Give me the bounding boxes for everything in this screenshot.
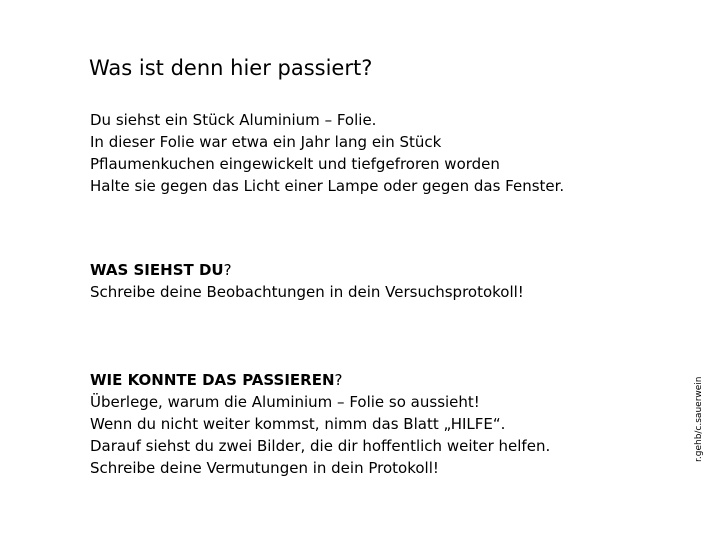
intro-line: Du siehst ein Stück Aluminium – Folie. <box>90 111 377 129</box>
intro-line: In dieser Folie war etwa ein Jahr lang ein Stück <box>90 133 442 151</box>
intro-line: Pflaumenkuchen eingewickelt und tiefgefroren worden <box>90 155 500 173</box>
observe-instruction: Schreibe deine Beobachtungen in dein Versuchsprotokoll! <box>90 283 524 301</box>
explain-heading-text: WIE KONNTE DAS PASSIEREN <box>90 371 335 389</box>
observe-section <box>90 259 524 303</box>
explain-line: Wenn du nicht weiter kommst, nimm das Blatt „HILFE“. <box>90 415 506 433</box>
explain-heading <box>90 369 550 391</box>
explain-line: Überlege, warum die Aluminium – Folie so aussieht! <box>90 393 480 411</box>
explain-section <box>90 369 550 479</box>
observe-heading <box>90 259 524 281</box>
observe-heading-question-mark: ? <box>223 261 232 279</box>
explain-line: Schreibe deine Vermutungen in dein Protokoll! <box>90 459 439 477</box>
intro-line: Halte sie gegen das Licht einer Lampe oder gegen das Fenster. <box>90 177 565 195</box>
observe-heading-text: WAS SIEHST DU <box>90 261 224 279</box>
explain-heading-question-mark: ? <box>334 371 343 389</box>
page-title: Was ist denn hier passiert? <box>89 56 373 80</box>
explain-line: Darauf siehst du zwei Bilder, die dir hoffentlich weiter helfen. <box>90 437 551 455</box>
intro-text <box>90 109 564 197</box>
author-credit: r.gehb/c.sauerwein <box>694 376 704 462</box>
